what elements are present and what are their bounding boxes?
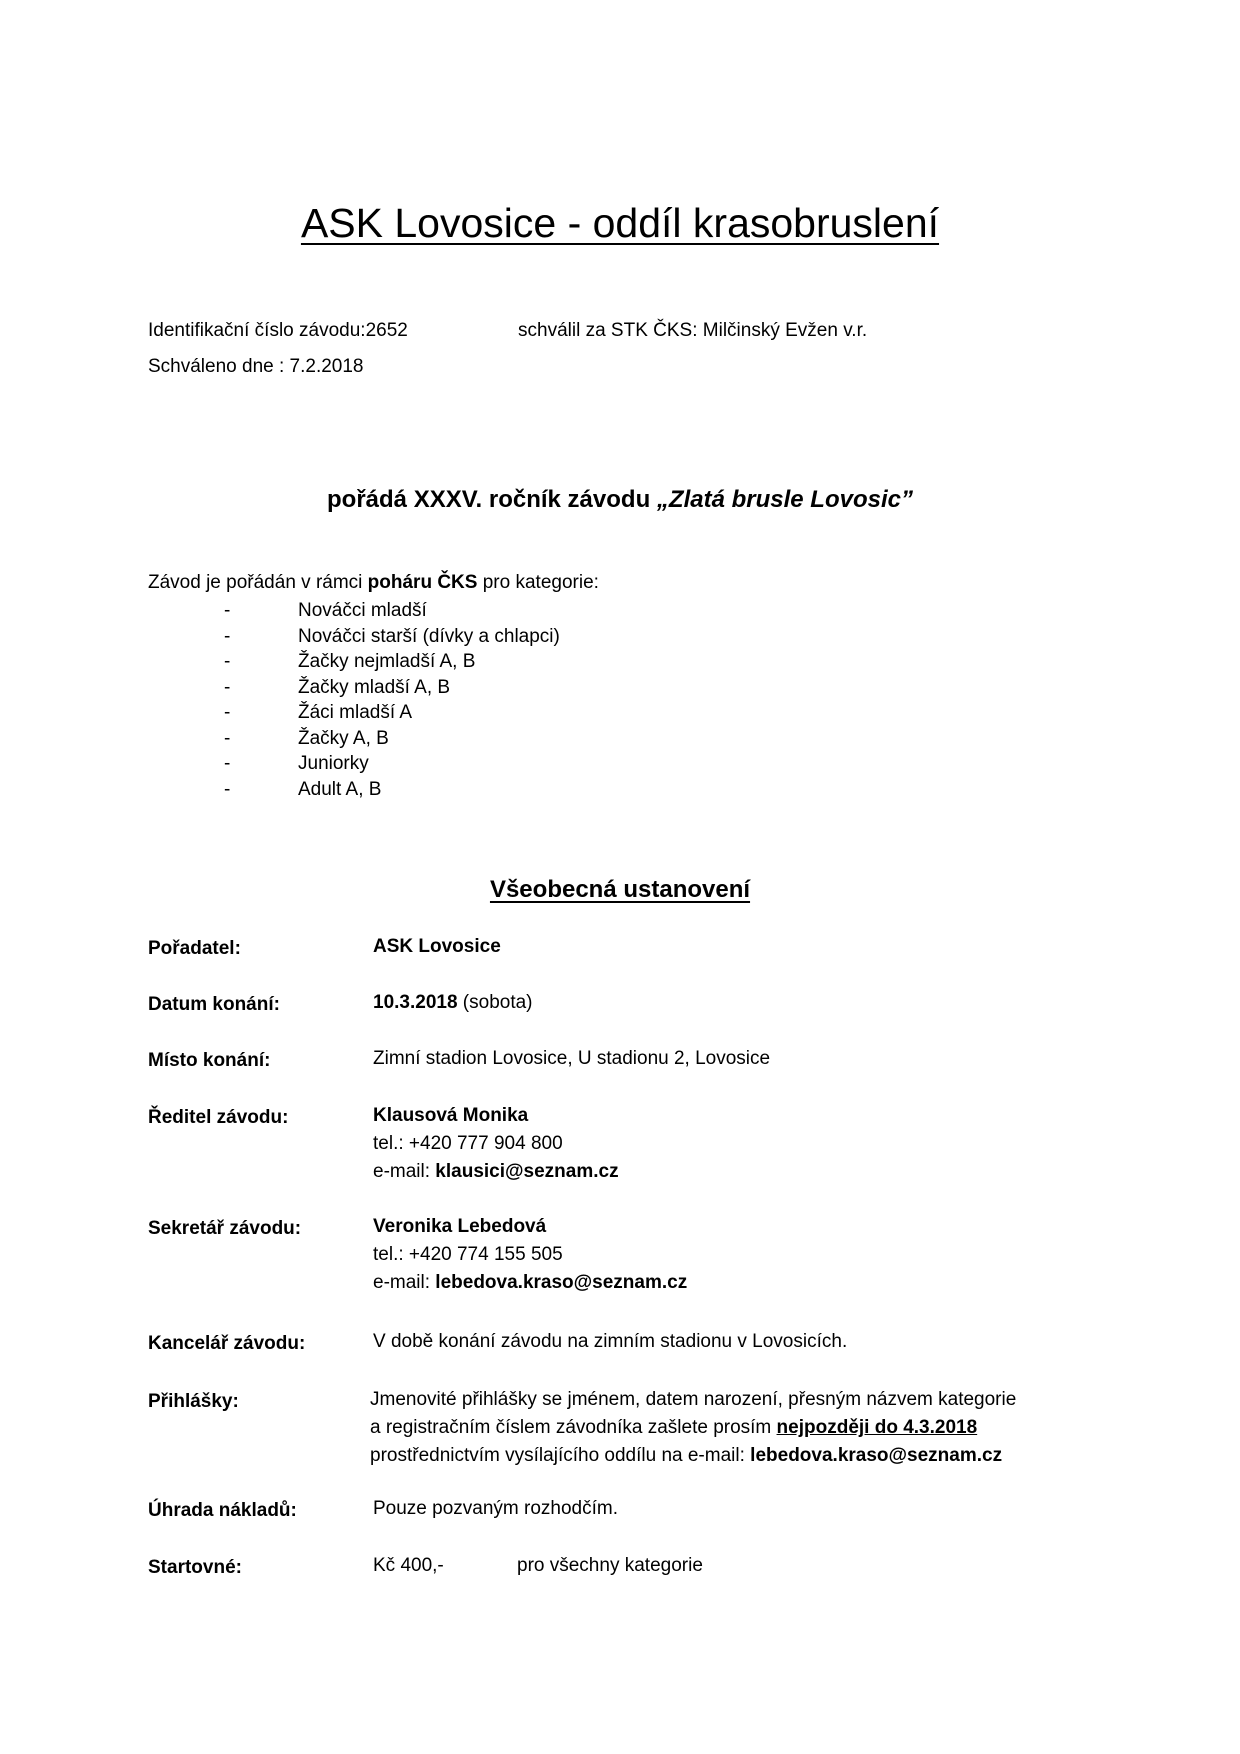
- secretary-email: e-mail: lebedova.kraso@seznam.cz: [373, 1272, 688, 1293]
- secretary-label: Sekretář závodu:: [148, 1218, 302, 1239]
- list-item: - Juniorky: [224, 753, 369, 774]
- director-phone: tel.: +420 777 904 800: [373, 1133, 563, 1154]
- entries-label: Přihlášky:: [148, 1391, 239, 1412]
- list-item: - Žačky nejmladší A, B: [224, 651, 476, 672]
- secretary-name: Veronika Lebedová: [373, 1216, 547, 1237]
- costs-label: Úhrada nákladů:: [148, 1500, 297, 1521]
- place-value: Zimní stadion Lovosice, U stadionu 2, Lovosice: [373, 1048, 771, 1069]
- intro-text: Závod je pořádán v rámci poháru ČKS pro kategorie:: [148, 572, 599, 593]
- approved-date: Schváleno dne : 7.2.2018: [148, 356, 364, 377]
- entries-block: [370, 1386, 1016, 1470]
- director-name: Klausová Monika: [373, 1105, 529, 1126]
- list-item: - Nováčci starší (dívky a chlapci): [224, 625, 560, 647]
- fee-amount: Kč 400,-: [373, 1555, 444, 1576]
- organizer-label: Pořadatel:: [148, 938, 241, 959]
- costs-value: Pouze pozvaným rozhodčím.: [373, 1498, 619, 1519]
- document-title: ASK Lovosice - oddíl krasobruslení: [300, 200, 940, 246]
- list-item: - Nováčci mladší: [224, 600, 427, 621]
- organizer-value: ASK Lovosice: [373, 936, 501, 957]
- entries-line-3: prostřednictvím vysílajícího oddílu na e-mail: lebedova.kraso@seznam.cz: [370, 1445, 1003, 1466]
- secretary-phone: tel.: +420 774 155 505: [373, 1244, 563, 1265]
- fee-note: pro všechny kategorie: [517, 1555, 703, 1576]
- entries-line-1: Jmenovité přihlášky se jménem, datem narození, přesným názvem kategorie: [370, 1389, 1017, 1410]
- place-label: Místo konání:: [148, 1050, 271, 1071]
- list-item: - Žačky A, B: [224, 727, 389, 749]
- list-item: - Adult A, B: [224, 778, 382, 800]
- category-list: [224, 598, 560, 802]
- section-heading: Všeobecná ustanovení: [489, 876, 751, 903]
- date-label: Datum konání:: [148, 994, 280, 1015]
- director-label: Ředitel závodu:: [148, 1107, 289, 1128]
- event-subtitle: pořádá XXXV. ročník závodu „Zlatá brusle Lovosic”: [327, 486, 913, 513]
- director-block: [373, 1102, 619, 1186]
- entries-line-2: a registračním číslem závodníka zašlete prosím nejpozději do 4.3.2018: [370, 1417, 978, 1438]
- date-value: 10.3.2018 (sobota): [373, 992, 533, 1013]
- director-email: e-mail: klausici@seznam.cz: [373, 1161, 619, 1182]
- list-item: - Žáci mladší A: [224, 702, 413, 723]
- list-item: - Žačky mladší A, B: [224, 676, 451, 698]
- approved-by: schválil za STK ČKS: Milčinský Evžen v.r.: [518, 320, 868, 341]
- secretary-block: [373, 1213, 687, 1297]
- office-label: Kancelář závodu:: [148, 1333, 306, 1354]
- office-value: V době konání závodu na zimním stadionu v Lovosicích.: [373, 1331, 848, 1352]
- race-id: Identifikační číslo závodu:2652: [148, 320, 408, 341]
- fee-label: Startovné:: [148, 1557, 242, 1578]
